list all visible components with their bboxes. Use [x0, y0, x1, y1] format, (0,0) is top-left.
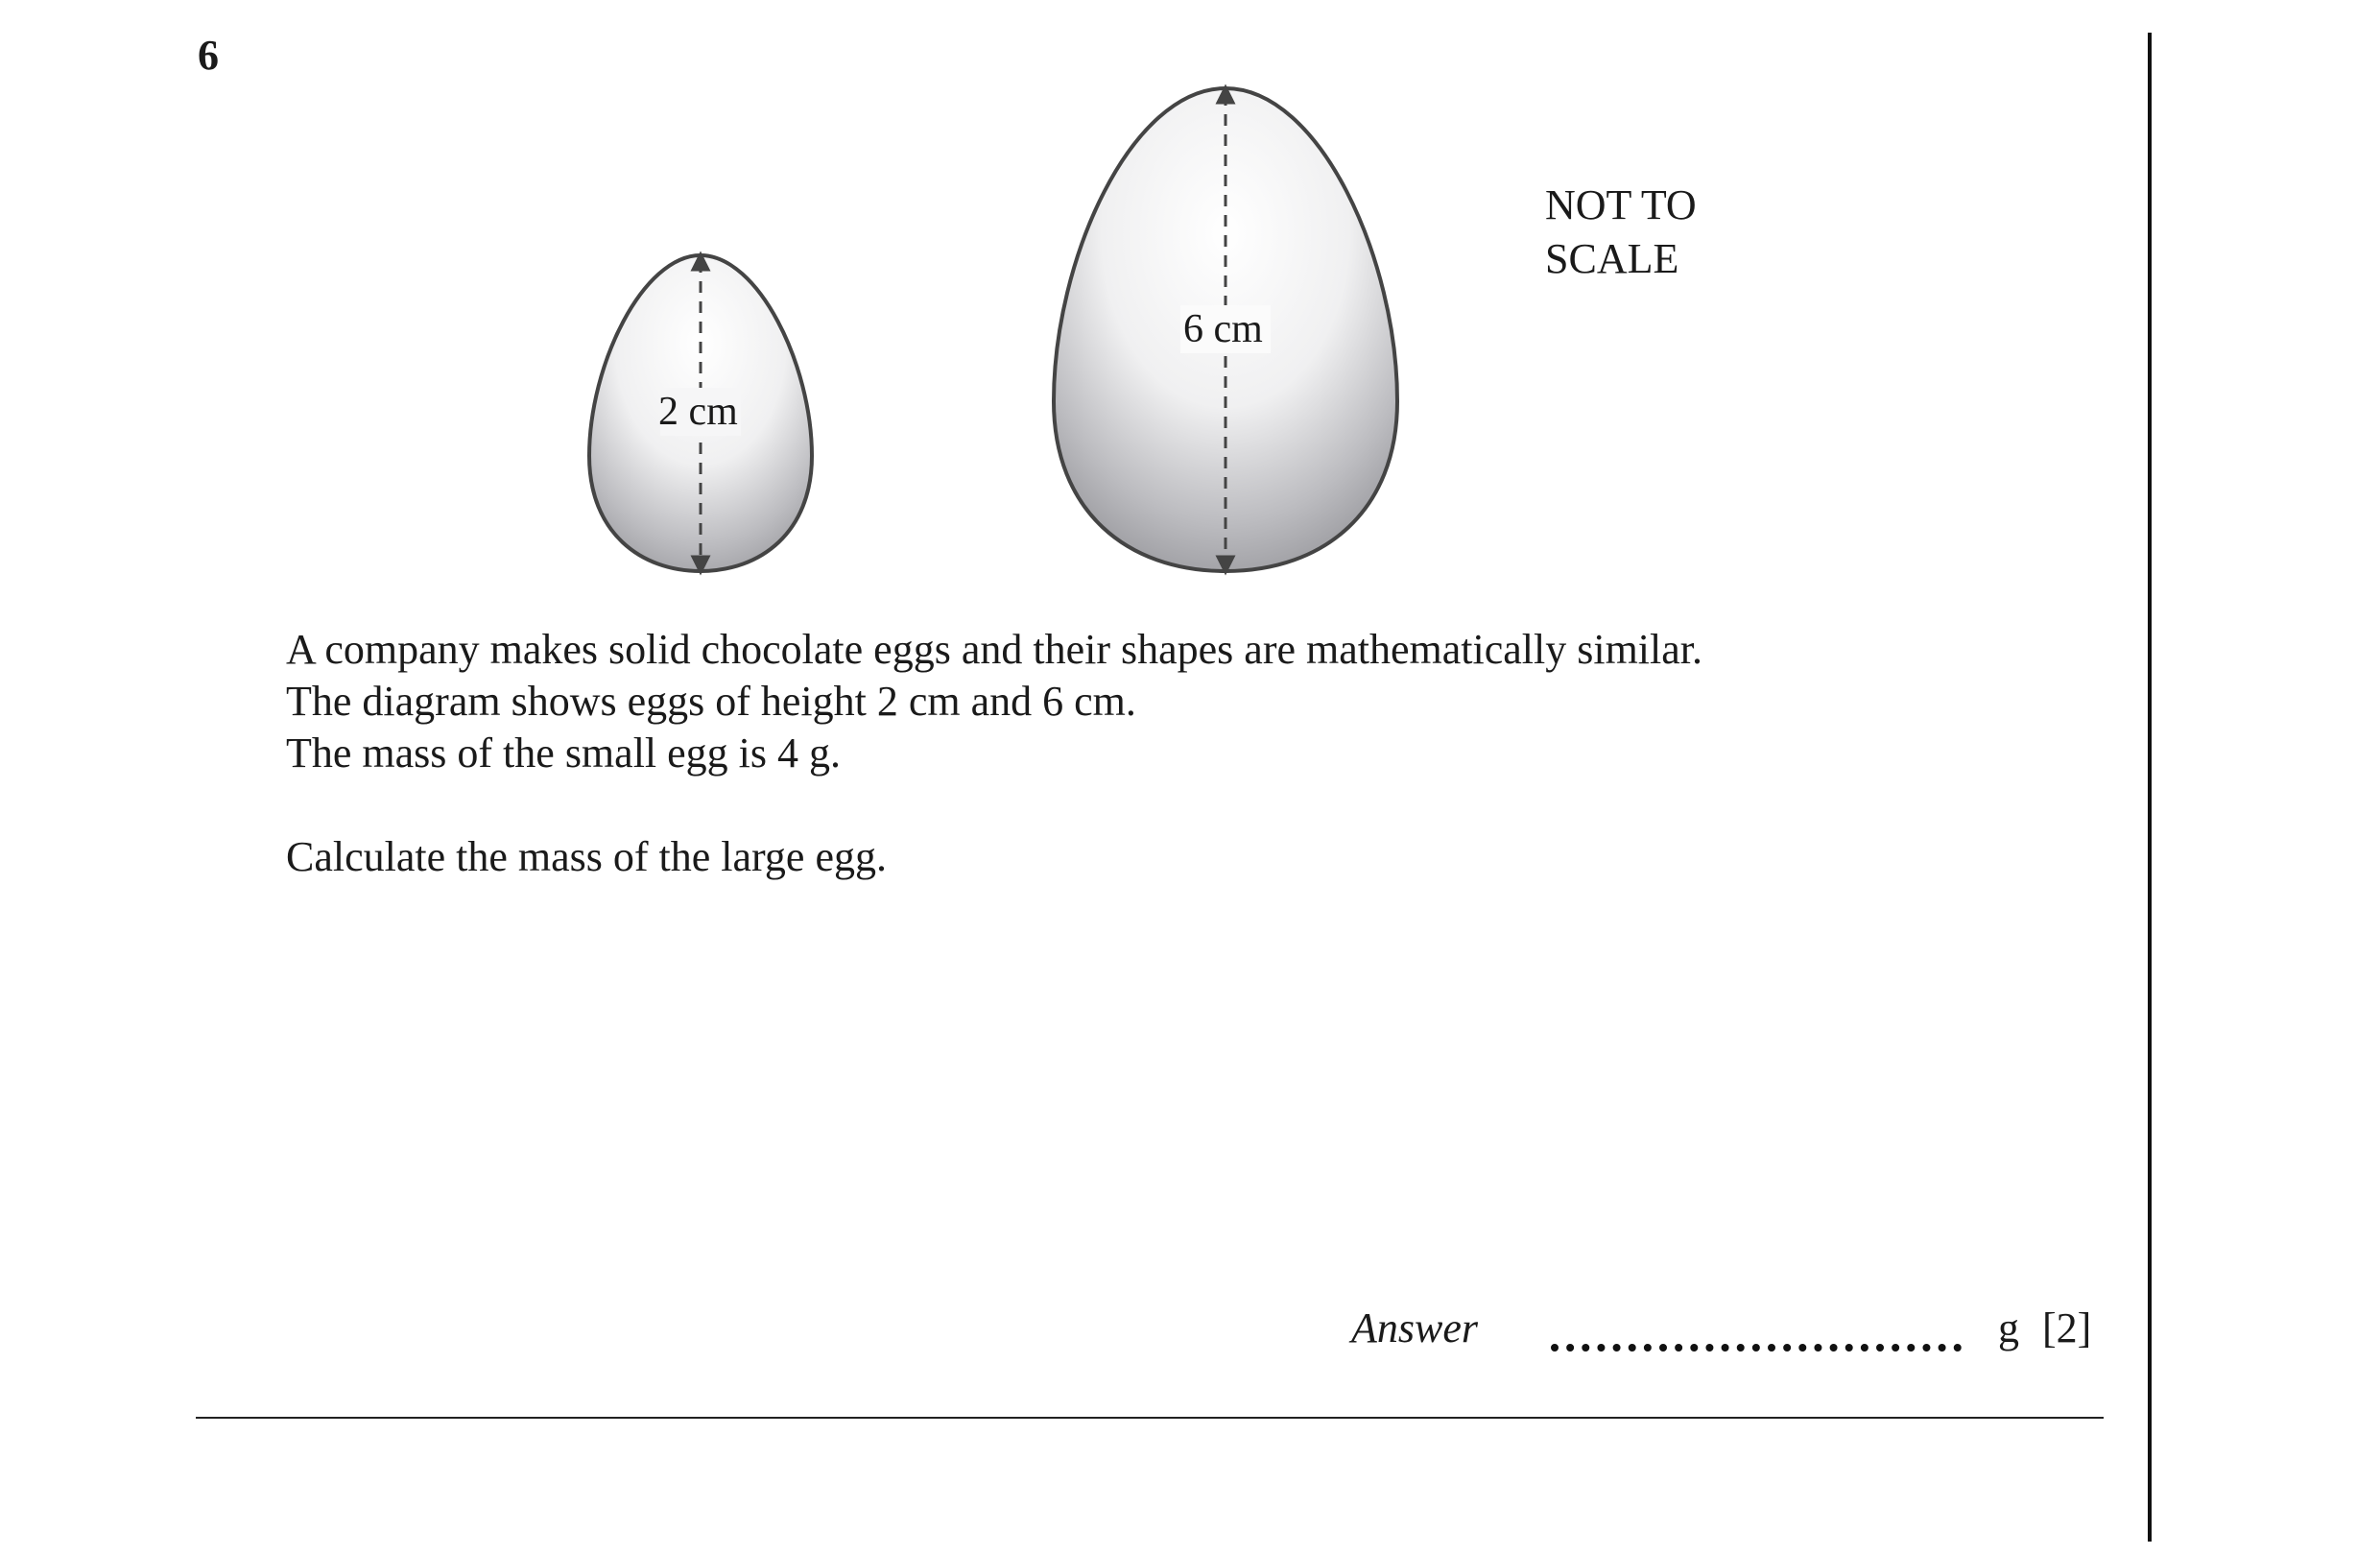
large-egg-height-label: 6 cm: [1183, 307, 1263, 351]
answer-blank-field[interactable]: [1551, 1344, 1962, 1352]
not-to-scale-note: [1545, 179, 1697, 286]
answer-row: [1351, 1300, 2100, 1357]
egg-diagram-svg: [0, 0, 2380, 595]
scale-note-line: NOT TO: [1545, 181, 1697, 228]
question-task: Calculate the mass of the large egg.: [286, 833, 887, 880]
question-text: [286, 624, 1702, 883]
bottom-rule: [196, 1417, 2104, 1419]
answer-marks: [2]: [2042, 1304, 2092, 1352]
question-line: The diagram shows eggs of height 2 cm and 6 cm.: [286, 678, 1136, 725]
question-line: The mass of the small egg is 4 g.: [286, 730, 842, 777]
question-number: 6: [198, 32, 219, 79]
question-line: A company makes solid chocolate eggs and their shapes are mathematically similar.: [286, 626, 1702, 673]
answer-unit: g: [1998, 1304, 2019, 1352]
answer-label: Answer: [1351, 1304, 1478, 1352]
scale-note-line: SCALE: [1545, 235, 1679, 282]
small-egg-height-label: 2 cm: [658, 390, 738, 434]
egg-diagram: [0, 0, 2380, 595]
